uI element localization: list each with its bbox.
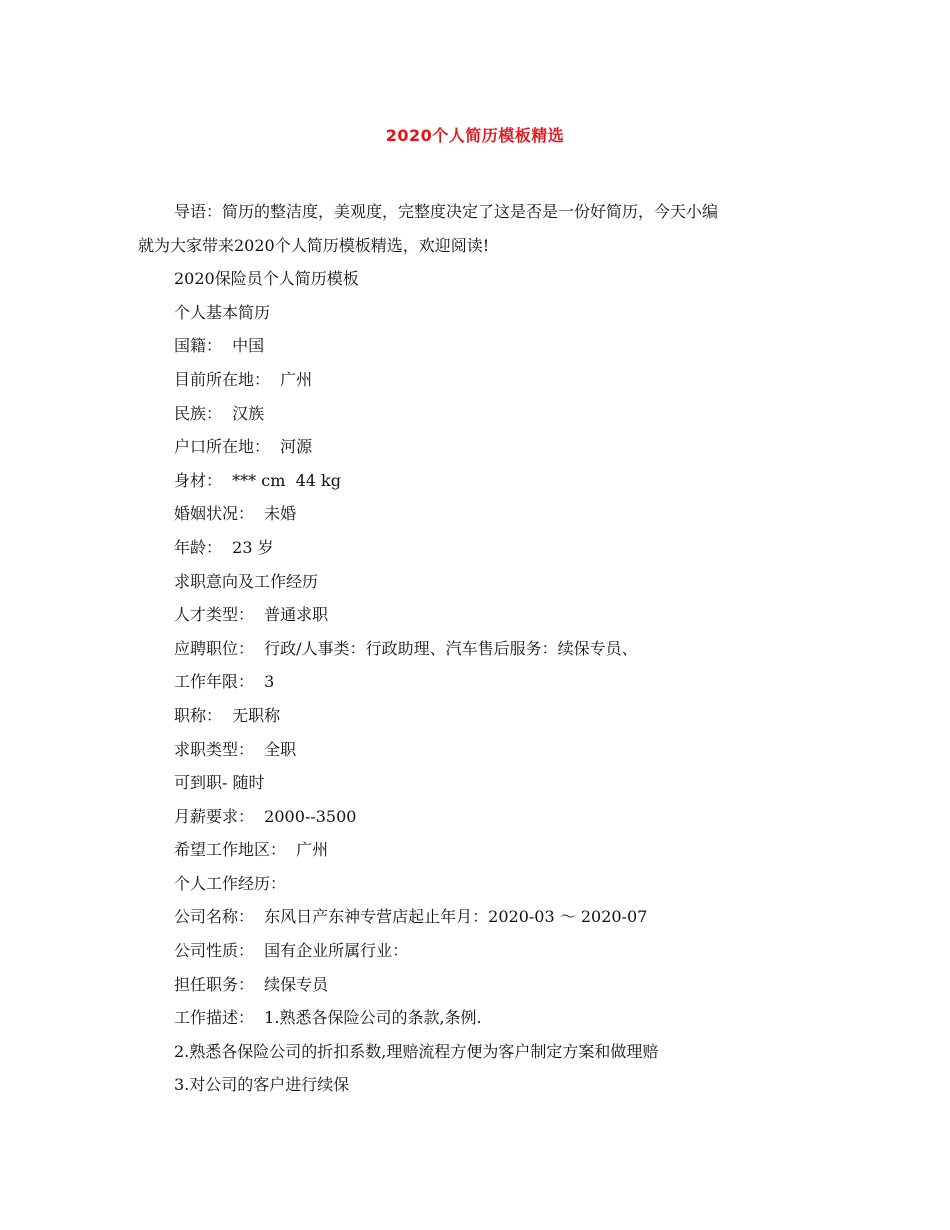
field-preferred-region: 希望工作地区： 广州 [174,840,329,860]
section-basic-info: 个人基本简历 [174,302,271,322]
section-job-intention: 求职意向及工作经历 [174,571,319,591]
section-work-experience: 个人工作经历： [174,873,287,893]
field-talent-type: 人才类型： 普通求职 [174,605,329,625]
field-years-of-work: 工作年限： 3 [174,672,275,692]
field-company-nature: 公司性质： 国有企业所属行业： [174,941,409,961]
field-nationality: 国籍： 中国 [174,336,265,356]
field-job-description: 工作描述： 1.熟悉各保险公司的条款,条例. [174,1008,482,1028]
job-description-item-3: 3.对公司的客户进行续保 [174,1075,350,1095]
document-title: 2020个人简历模板精选 [385,126,565,145]
intro-line-1: 导语：简历的整洁度，美观度，完整度决定了这是否是一份好简历，今天小编 [174,202,719,221]
field-physique: 身材： *** cm 44 kg [174,470,341,490]
field-applied-position: 应聘职位： 行政/人事类：行政助理、汽车售后服务：续保专员、 [174,638,638,658]
field-household-registration: 户口所在地： 河源 [174,437,313,457]
field-availability: 可到职- 随时 [174,773,265,793]
job-description-item-2: 2.熟悉各保险公司的折扣系数,理赔流程方便为客户制定方案和做理赔 [174,1041,659,1061]
resume-heading: 2020保险员个人简历模板 [174,269,359,289]
field-company-name: 公司名称： 东风日产东神专营店起止年月：2020-03 ～ 2020-07 [174,907,648,927]
field-marital-status: 婚姻状况： 未婚 [174,504,297,524]
field-professional-title: 职称： 无职称 [174,705,281,725]
document-body [138,195,818,1102]
field-age: 年龄： 23 岁 [174,537,274,557]
field-current-location: 目前所在地： 广州 [174,369,313,389]
field-ethnicity: 民族： 汉族 [174,403,265,423]
field-position-held: 担任职务： 续保专员 [174,974,329,994]
field-job-type: 求职类型： 全职 [174,739,297,759]
field-salary-expectation: 月薪要求： 2000--3500 [174,806,357,826]
intro-line-2: 就为大家带来2020个人简历模板精选，欢迎阅读! [138,235,490,255]
